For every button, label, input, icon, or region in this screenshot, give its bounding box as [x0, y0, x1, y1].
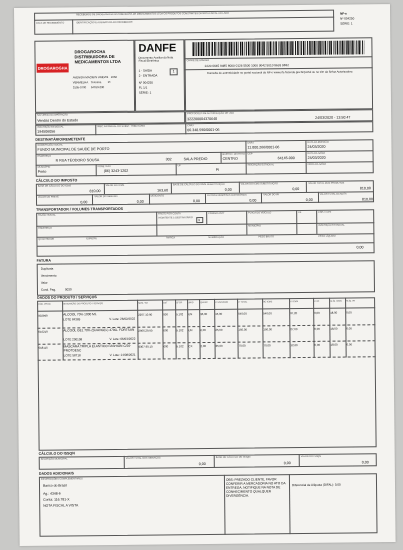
barcode-bar	[200, 42, 201, 56]
issqn-base: 0,00	[283, 461, 291, 466]
emitente-bairro: VERMELHA	[72, 80, 89, 85]
produto-venc: V. Lote: 14/08/2021	[109, 352, 136, 358]
barcode-bar	[246, 42, 247, 56]
barcode-bar	[212, 42, 213, 56]
imposto-value: 0,00	[80, 200, 88, 205]
imposto-value: 0,00	[292, 187, 300, 192]
barcode-bar	[349, 40, 350, 54]
barcode-bar	[356, 40, 357, 54]
dest-ie-label: INSCRIÇÃO ESTADUAL	[247, 163, 275, 167]
trans-uf-label: UF	[298, 211, 302, 215]
barcode-bar	[355, 40, 356, 54]
barcode-bar	[258, 41, 260, 55]
barcode-bar	[224, 42, 225, 56]
barcode-bar	[275, 41, 277, 55]
produtos-header: V. TOTAL	[238, 301, 248, 304]
danfe-tipo-valor: 1	[172, 69, 175, 74]
iest-label: INSC. ESTADUAL DO SUBST. TRIBUTÁRIO	[97, 124, 146, 129]
obs-nota: NOTA FISCAL A VISTA	[43, 503, 79, 508]
barcode-bar	[234, 42, 235, 56]
trans-frete-label: FRETE POR CONTA	[158, 212, 181, 216]
imposto-value: 0,00	[193, 199, 201, 204]
barcode-bar	[291, 41, 293, 55]
canhoto-text: RECEBEMOS DE DROGACHOVA DISTRIBUIDORA DE MEDICAMENTOS LTDA OS PRODUTOS CONSTANTES DA NOTA FISCAL AO LADO	[76, 11, 229, 17]
produto-vtotal: 70,00	[238, 343, 246, 348]
barcode-bar	[196, 42, 197, 56]
dest-nome: FUNDO MUNICIPAL DE SAUDE DE PORTO	[37, 147, 110, 152]
imposto-value: 0,00	[224, 187, 232, 192]
barcode-bar	[358, 40, 360, 54]
emitente-nome: DROGAROCHA DISTRIBUIDORA DE MEDICAMENTOS LTDA	[74, 49, 121, 65]
barcode-bar	[206, 42, 207, 56]
transportador-section: TRANSPORTADOR / VOLUMES TRANSPORTADOS	[36, 206, 124, 212]
barcode-bar	[273, 41, 274, 55]
barcode-bar	[327, 41, 328, 55]
barcode-bar	[293, 41, 294, 55]
trans-ie-label: INSCRIÇÃO ESTADUAL	[318, 223, 345, 227]
barcode-bar	[295, 41, 296, 55]
issqn-valor-label: VALOR DO ISSQN	[300, 454, 322, 459]
produto-unid: CX	[188, 344, 193, 349]
barcode-bar	[272, 41, 273, 55]
dest-numero: 302	[165, 157, 172, 162]
produtos-header: BC ICMS	[263, 301, 273, 304]
dest-cep-label: CEP	[247, 152, 253, 156]
protocolo-data: 24/03/2020 - 13:50:47	[315, 115, 351, 120]
barcode-bar	[257, 41, 258, 55]
dest-emissao: 24/03/2020	[307, 144, 326, 149]
fatura-lines	[14, 4, 390, 8]
canhoto-assinatura-label: IDENTIFICAÇÃO E ASSINATURA DO RECEBEDOR	[76, 20, 133, 25]
barcode-bar	[261, 41, 262, 55]
imposto-label: BASE DE CÁLCULO DO ICMS SUBSTITUIÇÃO	[173, 182, 225, 187]
barcode-bar	[281, 41, 283, 55]
canhoto-numero: Nº 004250	[340, 16, 355, 21]
produto-ncm: 2207.10.90	[138, 312, 153, 317]
produtos-header: QUANT	[200, 301, 208, 305]
produto-vtotal: 150,00	[238, 327, 247, 332]
trans-especie-label: ESPÉCIE	[86, 237, 97, 241]
danfe-subtitle: Documento Auxiliar da Nota Fiscal Eletrônica	[138, 55, 174, 64]
chave-value: 2220 0645 9485 8000 0126 5500 1000 0042 5010 9633 9832	[204, 63, 289, 69]
banco: Banco do Brasil	[42, 483, 67, 488]
imposto-value: 0,00	[249, 198, 257, 203]
issqn-box	[39, 453, 377, 470]
trans-frete-opts: 0-EMITENTE 1-DESTINATÁRIO	[158, 216, 193, 220]
produto-unid: UN	[188, 312, 193, 317]
issqn-base-label: BASE DE CÁLCULO DO ISSQN	[215, 455, 251, 459]
barcode-bar	[335, 41, 336, 55]
barcode-bar	[211, 42, 212, 56]
barcode-bar	[222, 42, 223, 56]
barcode-bar	[340, 41, 341, 55]
barcode-bar	[236, 42, 238, 56]
produto-quant: 36,00	[200, 311, 208, 317]
barcode-bar	[230, 42, 232, 56]
emitente-logo: DROGAROGHA	[37, 63, 69, 72]
barcode-bar	[314, 41, 316, 55]
barcode-bar	[202, 42, 204, 56]
barcode-bar	[319, 41, 321, 55]
info-label: INFORMAÇÕES COMPLEMENTARES	[40, 477, 83, 481]
natureza-label: NATUREZA DA OPERAÇÃO	[37, 113, 68, 117]
imposto-label: VALOR TOTAL DA NOTA	[319, 192, 347, 196]
produto-lote: LOTE 200108	[63, 337, 83, 342]
barcode-bar	[205, 42, 206, 56]
barcode-bar	[339, 41, 340, 55]
cnpj-value: 00.348.590/0001-06	[187, 127, 220, 133]
barcode-bar	[280, 41, 281, 55]
produto-cst: 000	[163, 328, 169, 333]
trans-qtd-label: QUANTIDADE	[38, 237, 55, 241]
produto-aicms: 18,00	[330, 326, 338, 331]
dest-cep: 64145-000	[277, 156, 295, 161]
barcode-bar	[214, 42, 216, 56]
imposto-label: VALOR TOTAL DOS PRODUTOS	[308, 181, 345, 185]
barcode-bar	[312, 41, 313, 55]
produto-cod: 018115	[38, 345, 48, 350]
imposto-divider	[171, 182, 172, 193]
barcode-bar	[325, 41, 327, 55]
trans-razao-label: RAZÃO SOCIAL	[38, 213, 56, 217]
barcode-bar	[233, 42, 234, 56]
barcode-bar	[309, 41, 311, 55]
imposto-label: OUTRAS DESPESAS ACESSÓRIAS	[206, 193, 247, 197]
produto-cfop: 5.102	[176, 328, 184, 333]
emitente-fone: 3195-0700	[72, 85, 87, 90]
protocolo-value: 322200004370648	[187, 116, 218, 122]
produto-ncm: 2906.29.90	[138, 328, 153, 333]
conta: Conta: 116.781-X	[43, 497, 70, 502]
produto-vicms: 27,00	[290, 327, 298, 332]
imposto-label: VALOR DO ICMS	[105, 183, 125, 188]
barcode-bar	[284, 41, 285, 55]
issqn-im-label: INSCRIÇÃO MUNICIPAL	[40, 457, 68, 461]
barcode-bar	[337, 41, 339, 55]
trans-pliquido-label: PESO LÍQUIDO	[318, 234, 336, 238]
produto-lote: LOTE 58718	[63, 353, 81, 358]
imposto-divider	[92, 194, 93, 205]
barcode-bar	[194, 42, 195, 56]
adicionais-section: DADOS ADICIONAIS	[38, 471, 74, 476]
barcode-bar	[198, 42, 200, 56]
imposto-divider	[261, 192, 262, 203]
dest-saida-label: DATA DA SAÍDA	[307, 151, 326, 155]
barcode-bar	[321, 41, 322, 55]
barcode-bar	[244, 42, 245, 56]
fatura-key: Cond. Pag.	[40, 287, 56, 292]
produto-vicms: 12,60	[290, 343, 298, 348]
barcode-bar	[342, 41, 344, 55]
barcode-bar	[286, 41, 288, 55]
imposto-section: CÁLCULO DO IMPOSTO	[35, 178, 78, 183]
barcode-bar	[362, 40, 363, 54]
fatura-key: Valor	[40, 280, 48, 285]
barcode-bar	[300, 41, 301, 55]
danfe-tipo-saida: 1 - SAÍDA	[138, 68, 153, 73]
canhoto-serie: SÉRIE: 1	[340, 21, 353, 26]
barcode-bar	[290, 41, 291, 55]
dest-municipio: Porto	[37, 169, 47, 174]
produto-desc: ALCOOL 70% 1000 ML	[63, 312, 97, 317]
barcode-bar	[218, 42, 219, 56]
trans-cnpj-label: CNPJ / CPF	[318, 210, 332, 214]
imposto-divider	[239, 182, 240, 193]
trans-municipio-label: MUNICÍPIO	[248, 224, 261, 228]
trans-frete-value: 9	[198, 218, 200, 223]
produto-cod: 016219	[38, 329, 48, 334]
barcode-bar	[350, 40, 351, 54]
emitente-numero: 1056	[110, 74, 117, 79]
barcode-bar	[266, 41, 267, 55]
imposto-label: VALOR DO ICMS SUBSTITUIÇÃO	[240, 182, 278, 186]
barcode	[192, 40, 364, 56]
produto-aicms: 18,00	[330, 310, 338, 315]
chave-consulta: Consulta de autenticidade no portal nacional da NF-e www.nfe.fazenda.gov.br/portal ou no site da Sefaz Autorizadora	[206, 69, 353, 75]
barcode-bar	[250, 42, 251, 56]
barcode-bar	[283, 41, 284, 55]
produtos-header: DESCRIÇÃO DO PRODUTO / SERVIÇO	[63, 303, 104, 306]
barcode-bar	[220, 42, 222, 56]
barcode-bar	[262, 41, 263, 55]
danfe-numero: Nº 004250	[138, 80, 153, 85]
dest-bairro-label: BAIRRO / DISTRITO	[222, 152, 245, 156]
barcode-bar	[228, 42, 229, 56]
produto-quant: 6,00	[200, 328, 206, 333]
barcode-bar	[307, 41, 308, 55]
cnpj-label: CNPJ	[187, 124, 194, 128]
produto-vipi: 0,00	[314, 342, 321, 347]
barcode-bar	[289, 41, 290, 55]
produtos-header: ALÍQ. IPI	[346, 300, 355, 303]
imposto-grid	[14, 4, 390, 8]
dest-municipio-label: MUNICÍPIO	[37, 165, 51, 169]
produtos-header: V. IPI	[314, 300, 320, 303]
produto-venc: V. Lote: 06/03/2022	[109, 336, 136, 342]
dest-saida: 24/03/2020	[307, 155, 326, 160]
ie-value: 194506056	[37, 129, 56, 134]
barcode-bar	[303, 41, 305, 55]
fatura-key: Duplicata	[40, 266, 54, 271]
produto-vunit: 35,00	[215, 343, 223, 348]
imposto-label: VALOR DO SEGURO	[94, 194, 118, 199]
produto-bc: 150,00	[263, 327, 272, 332]
barcode-bar	[301, 41, 302, 55]
produtos-header: CST	[163, 302, 168, 305]
imposto-label: VALOR DO IPI	[263, 193, 280, 197]
imposto-value: 810,00	[359, 186, 371, 191]
barcode-bar	[255, 41, 256, 55]
natureza-value: Vendas Dentro do Estado	[37, 118, 79, 123]
obs-cliente: OBS: PREZADO CLIENTE, FAVOR CONFERIR A MERCADORIA NO ATO DA ENTREGA, NOTIFIQUE NA NOTA DE CONHECIMENTO QUALQUER DIVERGÊNCIA.	[225, 477, 286, 498]
dest-nome-label: NOME/RAZÃO SOCIAL	[37, 143, 63, 147]
produto-aipi: 0,00	[346, 310, 352, 315]
difal: Diferencial de Alíquota (DIFAL): 0,00	[291, 482, 341, 488]
barcode-bar	[278, 41, 279, 55]
barcode-bar	[248, 42, 250, 56]
emitente-endereco: AVENIDA MACIEIS UNIDAS	[72, 75, 109, 80]
barcode-bar	[240, 42, 241, 56]
imposto-label: VALOR DO FRETE	[37, 195, 59, 199]
emitente-uf: PI	[107, 79, 111, 85]
produto-quant: 2,00	[200, 344, 207, 349]
trans-antt-label: CÓDIGO ANTT	[208, 211, 225, 215]
produto-vicms: 97,20	[290, 311, 298, 316]
trans-marca-label: MARCA	[166, 236, 176, 240]
danfe-serie: SÉRIE: 1	[138, 90, 152, 95]
barcode-bar	[333, 41, 334, 55]
barcode-bar	[330, 41, 332, 55]
barcode-bar	[352, 40, 354, 54]
dest-emissao-label: DATA DA EMISSÃO	[307, 140, 329, 144]
barcode-bar	[322, 41, 323, 55]
produtos-header: V. ICMS	[290, 301, 299, 304]
dest-fone: (86) 3243-1202	[103, 168, 129, 174]
produtos-table	[14, 4, 390, 8]
produto-desc: MASCARA TRIPLA ELASTICO FASHION C/20- PROTDESC	[63, 343, 132, 353]
barcode-bar	[229, 42, 230, 56]
produto-cst: 000	[163, 344, 169, 349]
produtos-header: NCM / SH	[138, 302, 148, 305]
produto-cfop: 5.102	[176, 344, 184, 349]
produto-desc: ALCOOL GEL 70% (SUAVGEL) 470G- FORTSAN	[63, 327, 135, 333]
imposto-label: BASE DE CÁLCULO DO ICMS	[37, 184, 72, 188]
dest-endereco: R RUA TEODORO SOUSA	[55, 158, 100, 163]
dest-complemento: SALA PREDIO	[183, 156, 208, 162]
barcode-bar	[297, 41, 299, 55]
dest-hora-label: HORA DA SAÍDA	[307, 162, 327, 166]
produtos-section: DADOS DO PRODUTO / SERVIÇOS	[37, 295, 97, 300]
agencia: Ag.: 4348-6	[43, 491, 61, 496]
barcode-bar	[201, 42, 202, 56]
produto-lote: LOTE 84389	[63, 317, 81, 322]
barcode-bar	[253, 41, 255, 55]
imposto-divider	[318, 192, 319, 203]
danfe-tipo-entrada: 2 - ENTRADA	[138, 73, 158, 78]
trans-pbruto-label: PESO BRUTO	[258, 235, 275, 239]
produto-aipi: 0,00	[346, 326, 352, 331]
produto-cfop: 5.102	[176, 312, 184, 317]
imposto-label: DESCONTO	[150, 194, 165, 198]
produto-vtotal: 540,00	[238, 311, 247, 316]
canhoto-data-label: DATA DE RECEBIMENTO	[36, 21, 65, 25]
imposto-value: 810,00	[89, 189, 101, 194]
trans-endereco-label: ENDEREÇO	[38, 226, 52, 230]
produto-vipi: 0,00	[314, 326, 320, 331]
issqn-section: CÁLCULO DO ISSQN	[38, 451, 75, 456]
produtos-header: V. UNITÁRIO	[215, 301, 229, 304]
imposto-divider	[149, 194, 150, 205]
ie-label: INSCRIÇÃO ESTADUAL	[37, 125, 64, 129]
emitente-cep: 64019-230	[90, 85, 105, 90]
barcode-bar	[217, 42, 218, 56]
produtos-header: ALÍQ. ICMS	[330, 300, 342, 303]
barcode-bar	[317, 41, 318, 55]
invoice-paper	[14, 4, 396, 546]
barcode-bar	[225, 42, 227, 56]
produtos-header: CFOP	[176, 302, 183, 305]
barcode-bar	[270, 41, 272, 55]
barcode-bar	[318, 41, 319, 55]
chave-label: CHAVE DE ACESSO	[186, 58, 210, 63]
produto-vipi: 0,00	[314, 310, 320, 315]
produto-cod: 002999	[38, 313, 48, 318]
trans-placa-label: PLACA DO VEÍCULO	[248, 211, 272, 215]
barcode-bar	[208, 42, 210, 56]
fatura-value: 0030	[64, 287, 72, 292]
produto-venc: V. Lote: 26/02/2022	[109, 316, 136, 322]
produto-aicms: 18,00	[330, 342, 338, 347]
produto-unid: UN	[188, 328, 193, 333]
barcode-bar	[311, 41, 312, 55]
danfe-folha: FL 1/1	[138, 85, 148, 90]
issqn-total-label: VALOR TOTAL DOS SERVIÇOS	[125, 456, 161, 460]
fatura-key: Vencimento	[40, 273, 57, 278]
produto-aipi: 0,00	[346, 342, 353, 347]
produtos-box	[37, 297, 377, 451]
imposto-value: 0,00	[305, 197, 313, 202]
barcode-bar	[347, 40, 349, 54]
fatura-section: FATURA	[36, 258, 51, 263]
barcode-bar	[344, 41, 345, 55]
dest-cnpj-label: CNPJ	[247, 141, 254, 145]
barcode-bar	[252, 42, 253, 56]
barcode-bar	[263, 41, 265, 55]
danfe-title: DANFE	[138, 42, 177, 55]
produto-vunit: 25,00	[215, 327, 223, 332]
imposto-divider	[103, 183, 104, 194]
issqn-total: 0,00	[198, 462, 206, 467]
imposto-divider	[205, 193, 206, 204]
fatura-box	[37, 260, 375, 296]
produto-vunit: 15,00	[215, 311, 223, 316]
dest-uf-label: UF	[177, 164, 181, 168]
imposto-value: 163,60	[157, 188, 169, 193]
imposto-value: 0,00	[136, 199, 144, 204]
barcode-bar	[242, 42, 244, 56]
produto-ncm: 6307.90.10	[138, 344, 153, 349]
dest-fone-label: FONE / FAX	[97, 164, 111, 169]
barcode-bar	[192, 42, 194, 56]
trans-numeracao-label: NUMERAÇÃO	[208, 235, 224, 239]
emitente-cidade: Teresina	[90, 80, 102, 85]
barcode-bar	[346, 41, 347, 55]
canhoto-nfe: NF-e	[340, 11, 347, 16]
produtos-header: UNID	[188, 302, 194, 305]
dest-uf: PI	[215, 167, 220, 172]
produto-bc: 70,00	[263, 343, 271, 348]
issqn-valor: 0,00	[361, 460, 369, 465]
trans-pliquido: 0,00	[356, 245, 364, 250]
imposto-divider	[306, 181, 307, 192]
barcode-bar	[360, 40, 361, 54]
protocolo-label: PROTOCOLO DE AUTORIZAÇÃO DE USO	[187, 111, 234, 116]
produto-cst: 000	[163, 312, 168, 317]
imposto-value: 810,00	[362, 197, 374, 202]
barcode-bar	[238, 42, 239, 56]
barcode-bar	[267, 41, 268, 55]
destinatario-section: DESTINATÁRIO/REMETENTE	[35, 137, 86, 142]
produto-bc: 540,00	[263, 311, 272, 316]
dest-bairro: CENTRO	[222, 156, 238, 161]
dest-cnpj: 11.800.266/0001-06	[247, 145, 280, 150]
barcode-bar	[305, 41, 306, 55]
produtos-header: CÓD. PROD.	[38, 303, 52, 306]
dest-endereco-label: ENDEREÇO	[37, 154, 52, 158]
barcode-bar	[329, 41, 330, 55]
